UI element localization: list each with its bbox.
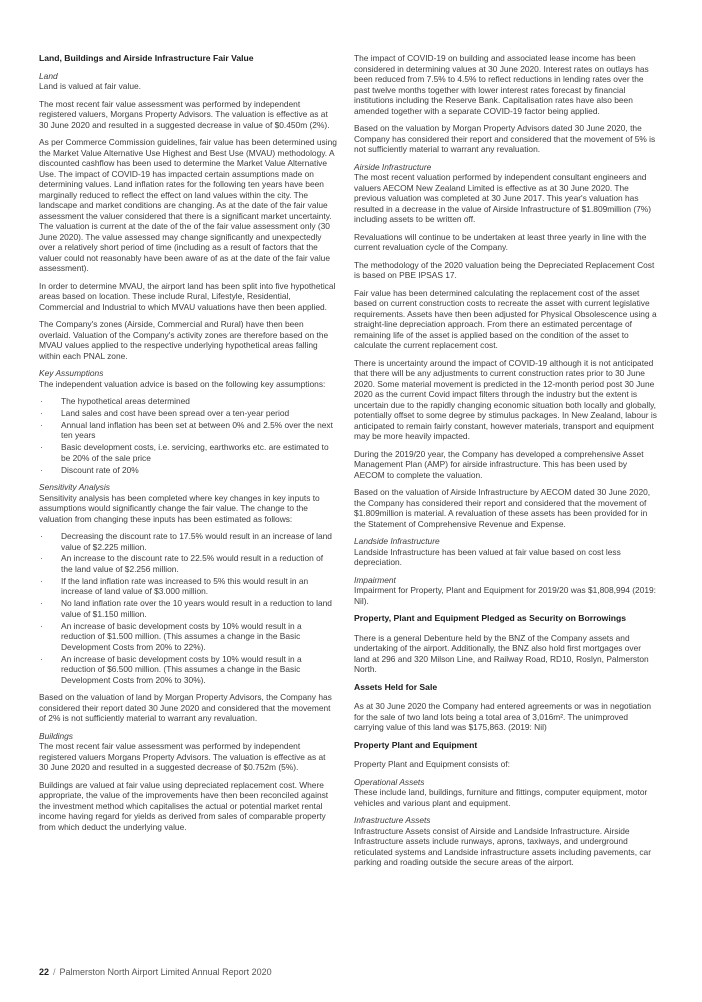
land-paragraph-1: Land is valued at fair value. — [39, 81, 141, 91]
list-item: · An increase of basic development costs by 10% would result in a reduction of $1.500 million. (This assumes a change in the Basic Development Costs from 20% to 22%). — [39, 621, 337, 653]
held-for-sale-heading: Assets Held for Sale — [354, 681, 438, 692]
operational-assets-subheading: Operational Assets — [354, 776, 425, 787]
list-item: · An increase of basic development costs by 10% would result in a reduction of $6.500 million. (This assumes a change in the Basic Development Costs from 20% to 30%). — [39, 654, 337, 686]
report-title: Palmerston North Airport Limited Annual Report 2020 — [59, 967, 272, 977]
buildings-conclusion: Based on the valuation by Morgan Property Advisors dated 30 June 2020, the Company has considered their report and considered that the movement of 5% is not sufficiently material to warrant any revaluation. — [354, 123, 656, 154]
pledged-heading: Property, Plant and Equipment Pledged as Security on Borrowings — [354, 613, 627, 623]
buildings-covid-paragraph: The impact of COVID-19 on building and associated lease income has been considered in determining values at 30 June 2020. Interest rates on outlays has been reduced from 7.5% to 4.5% to reflect reductions in lending rates over the past twelve months together with lower interest rates forecast by financial institutions including the Reserve Bank. Capitalisation rates have also been amended together with a separate COVID-19 factor being applied. — [354, 53, 649, 116]
list-item: · If the land inflation rate was increased to 5% this would result in an increase of land value of $3.000 million. — [39, 576, 337, 597]
list-item: · Annual land inflation has been set at between 0% and 2.5% over the next ten years — [39, 420, 337, 441]
section-heading: Land, Buildings and Airside Infrastructure Fair Value — [39, 53, 254, 63]
buildings-subheading: Buildings — [39, 730, 73, 741]
list-item: · No land inflation rate over the 10 years would result in a reduction to land value of $1.150 million. — [39, 598, 337, 619]
land-paragraph-2: The most recent fair value assessment was performed by independent registered valuers, Morgans Property Advisors. The valuation is effective as at 30 June 2020 and resulted in a suggested decrease in value of $0.450m (2%). — [39, 98, 330, 130]
airside-paragraph-4: Fair value has been determined calculating the replacement cost of the asset based on current construction costs to recreate the asset with current legislative requirements. Assets have then been adjusted for Physical Obsolescence using a straight-line depreciation approach. From there an estimated percentage of remaining life of the asset is applied based on the condition of the asset to calculate the current replacement cost. — [354, 287, 657, 350]
right-column — [354, 53, 658, 875]
sensitivity-list — [39, 531, 337, 685]
footer-separator: / — [53, 967, 56, 977]
page-footer — [39, 967, 272, 977]
list-item: · Discount rate of 20% — [39, 465, 337, 476]
sensitivity-conclusion: Based on the valuation of land by Morgan Property Advisors, the Company has considered their report dated 30 June 2020 and considered that the movement of 2% is not sufficiently material to warrant any revaluation. — [39, 692, 332, 724]
airside-paragraph-3: The methodology of the 2020 valuation being the Depreciated Replacement Cost is based on PBE IPSAS 17. — [354, 259, 655, 280]
list-item: · The hypothetical areas determined — [39, 396, 337, 407]
held-for-sale-paragraph: As at 30 June 2020 the Company had entered agreements or was in negotiation for the sale of two land lots being a total area of 3,016m². The unimproved carrying value of this land was $175,863. (2019: Nil) — [354, 701, 652, 732]
landside-paragraph: Landside Infrastructure has been valued at fair value based on cost less depreciation. — [354, 546, 621, 567]
ppe-heading: Property Plant and Equipment — [354, 739, 478, 750]
airside-subheading: Airside Infrastructure — [354, 161, 432, 172]
buildings-paragraph-2: Buildings are valued at fair value using depreciated replacement cost. Where appropriate, the value of the improvements have then been reconciled against the investment method which capitalises the actual or potential market rental income having regard for yields as derived from sales of comparable property from which deduct the underlying value. — [39, 779, 329, 832]
airside-paragraph-7: Based on the valuation of Airside Infrastructure by AECOM dated 30 June 2020, the Company has considered their report and considered that the movement of $1.809million is material. A revaluation of these assets has been provided for in the Statement of Comprehensive Revenue and Expense. — [354, 487, 651, 529]
page-number: 22 — [39, 967, 50, 977]
land-paragraph-4: In order to determine MVAU, the airport land has been split into five hypothetical areas based on location. These include Rural, Lifestyle, Residential, Commercial and Industrial to which MVAU valuations have then been applied. — [39, 280, 336, 312]
ppe-paragraph: Property Plant and Equipment consists of: — [354, 759, 510, 769]
airside-paragraph-6: During the 2019/20 year, the Company has developed a comprehensive Asset Management Plan (AMP) for airside infrastructure. This has been used by AECOM to complete the valuation. — [354, 448, 644, 480]
land-paragraph-3: As per Commerce Commission guidelines, fair value has been determined using the Market Value Alternative Use Highest and Best Use (MVAU) methodology. A discounted cashflow has been used to determine the Market Value Alternative Use. The impact of COVID-19 has impacted certain assumptions made on determining values. Land inflation rates for the following ten years have been marginally reduced to reflect the effect on land values within the city. The landscape and market conditions are changing. As at the date of the fair value assessment the valuer considered that there is a significant market uncertainty. The valuation is current at the date of the of the fair value assessment only (30 June 2020). The value assessed may change significantly and unexpectedly over a relatively short period of time (including as a result of factors that the valuer could not reasonably have been aware of as at the date of the fair value assessment). — [39, 137, 337, 273]
sensitivity-subheading: Sensitivity Analysis — [39, 482, 110, 493]
pledged-paragraph: There is a general Debenture held by the BNZ of the Company assets and undertaking of the airport. Additionally, the BNZ also hold first mortgages over land at 296 and 320 Milson Line, and Railway Road, RD10, Roslyn, Palmerston North. — [354, 632, 649, 674]
list-item: · Decreasing the discount rate to 17.5% would result in an increase of land value of $2.225 million. — [39, 531, 337, 552]
impairment-subheading: Impairment — [354, 574, 396, 585]
buildings-paragraph-1: The most recent fair value assessment was performed by independent registered valuers Morgans Property Advisors. The valuation is effective as at 30 June 2020 and resulted in a suggested decrease of $0.752m (5%). — [39, 741, 326, 773]
airside-paragraph-1: The most recent valuation performed by independent consultant engineers and valuers AECOM New Zealand Limited is effective as at 30 June 2020. The previous valuation was completed at 30 June 2017. This year's valuation has resulted in a decrease in the value of Airside Infrastructure of $1.809million (7%) including assets to be written off. — [354, 172, 652, 224]
landside-subheading: Landside Infrastructure — [354, 536, 440, 546]
key-assumptions-list — [39, 396, 337, 475]
impairment-paragraph: Impairment for Property, Plant and Equipment for 2019/20 was $1,808,994 (2019: Nil). — [354, 585, 656, 606]
left-column — [39, 53, 337, 839]
infrastructure-assets-paragraph: Infrastructure Assets consist of Airside and Landside Infrastructure. Airside Infrastructure assets include runways, aprons, taxiways, and underground reticulated systems and Landside infrastructure assets including pavements, car parking and roading outside the secure areas of the airport. — [354, 825, 651, 867]
land-paragraph-5: The Company's zones (Airside, Commercial and Rural) have then been overlaid. Valuation of the Company's activity zones are therefore based on the MVAU values applied to the respective underlying hypothetical areas falling within each PNAL zone. — [39, 319, 329, 361]
key-assumptions-intro: The independent valuation advice is based on the following key assumptions: — [39, 378, 326, 389]
operational-assets-paragraph: These include land, buildings, furniture and fittings, computer equipment, motor vehicles and various plant and equipment. — [354, 787, 648, 808]
key-assumptions-subheading: Key Assumptions — [39, 368, 104, 378]
list-item: · An increase to the discount rate to 22.5% would result in a reduction of the land value of $2.256 million. — [39, 553, 337, 574]
airside-paragraph-5: There is uncertainty around the impact of COVID-19 although it is not anticipated that there will be any adjustments to current construction rates prior to 30 June 2020. Some material movement is predicted in the 12-month period post 30 June 2020 as the current Covid impact filters through the industry but the extent is uncertain due to the rapidly changing economic situation both locally and globally, potentially offset to some degree by stimulus packages. In New Zealand, labour is anticipated to remain fairly constant, however materials, transport and equipment may be more heavily impacted. — [354, 357, 657, 441]
land-subheading: Land — [39, 70, 58, 81]
sensitivity-intro: Sensitivity analysis has been completed where key changes in key inputs to assumptions would significantly change the fair value. The change to the valuation from changing these inputs has been estimated as follows: — [39, 492, 320, 524]
list-item: · Basic development costs, i.e. servicing, earthworks etc. are estimated to be 20% of the sale price — [39, 442, 337, 463]
list-item: · Land sales and cost have been spread over a ten-year period — [39, 408, 337, 419]
infrastructure-assets-subheading: Infrastructure Assets — [354, 815, 431, 825]
airside-paragraph-2: Revaluations will continue to be undertaken at least three yearly in line with the current revaluation cycle of the Company. — [354, 231, 647, 252]
